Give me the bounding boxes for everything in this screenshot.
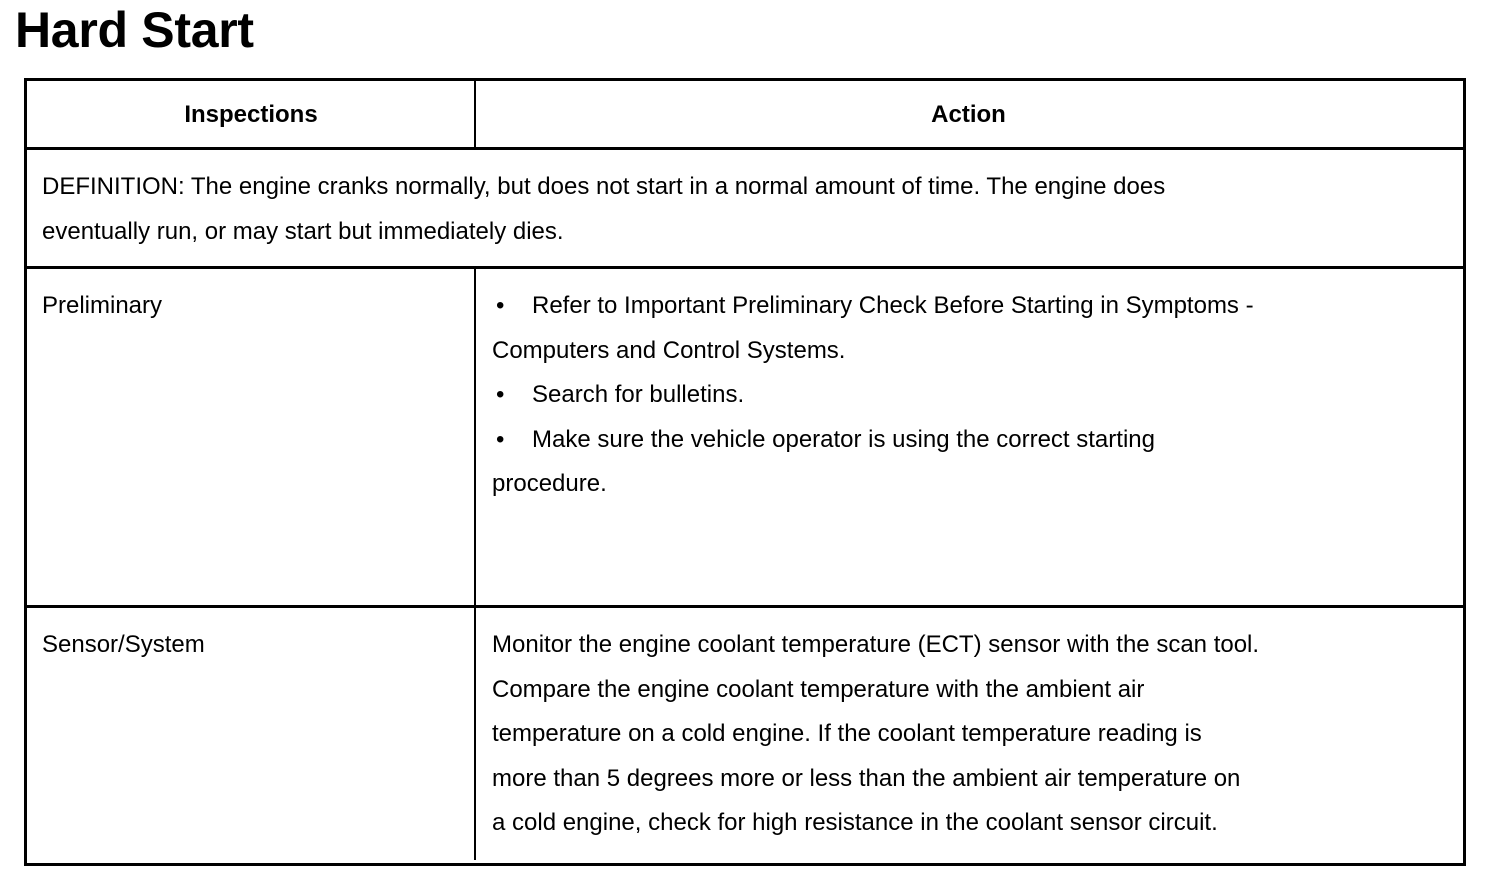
bullet-icon: • xyxy=(496,381,505,408)
action-paragraph-line: a cold engine, check for high resistance in the coolant sensor circuit. xyxy=(492,809,1218,836)
action-list-item xyxy=(492,284,1254,329)
action-list-item xyxy=(492,373,1254,418)
action-paragraph-line: temperature on a cold engine. If the coolant temperature reading is xyxy=(492,720,1202,747)
action-paragraph-line: Monitor the engine coolant temperature (ECT) sensor with the scan tool. xyxy=(492,631,1260,658)
action-list-continuation: procedure. xyxy=(492,470,607,497)
action-preliminary xyxy=(492,284,1254,507)
column-header-action: Action xyxy=(931,101,1006,128)
action-sensor-system xyxy=(492,623,1259,846)
inspection-sensor-system: Sensor/System xyxy=(42,631,205,658)
definition-divider xyxy=(24,266,1463,269)
definition-line: DEFINITION: The engine cranks normally, but does not start in a normal amount of time. The engine does xyxy=(42,173,1166,200)
body-column-divider xyxy=(474,268,476,860)
definition-line: eventually run, or may start but immediately dies. xyxy=(42,217,564,245)
action-paragraph-line: more than 5 degrees more or less than the ambient air temperature on xyxy=(492,764,1241,792)
action-paragraph-line: Compare the engine coolant temperature with the ambient air xyxy=(492,675,1145,703)
header-divider xyxy=(24,147,1463,150)
action-list-item xyxy=(492,418,1254,463)
action-list-text: Make sure the vehicle operator is using the correct starting xyxy=(532,425,1155,453)
action-list-continuation: Computers and Control Systems. xyxy=(492,336,846,364)
page-title: Hard Start xyxy=(15,2,254,58)
bullet-icon: • xyxy=(496,292,505,319)
bullet-icon: • xyxy=(496,425,505,453)
row-divider xyxy=(24,605,1463,608)
definition-text xyxy=(42,165,1165,254)
column-header-inspections: Inspections xyxy=(184,101,318,128)
action-list-text: Refer to Important Preliminary Check Before Starting in Symptoms - xyxy=(532,292,1254,319)
action-list-text: Search for bulletins. xyxy=(532,381,745,408)
inspection-preliminary: Preliminary xyxy=(42,292,163,319)
